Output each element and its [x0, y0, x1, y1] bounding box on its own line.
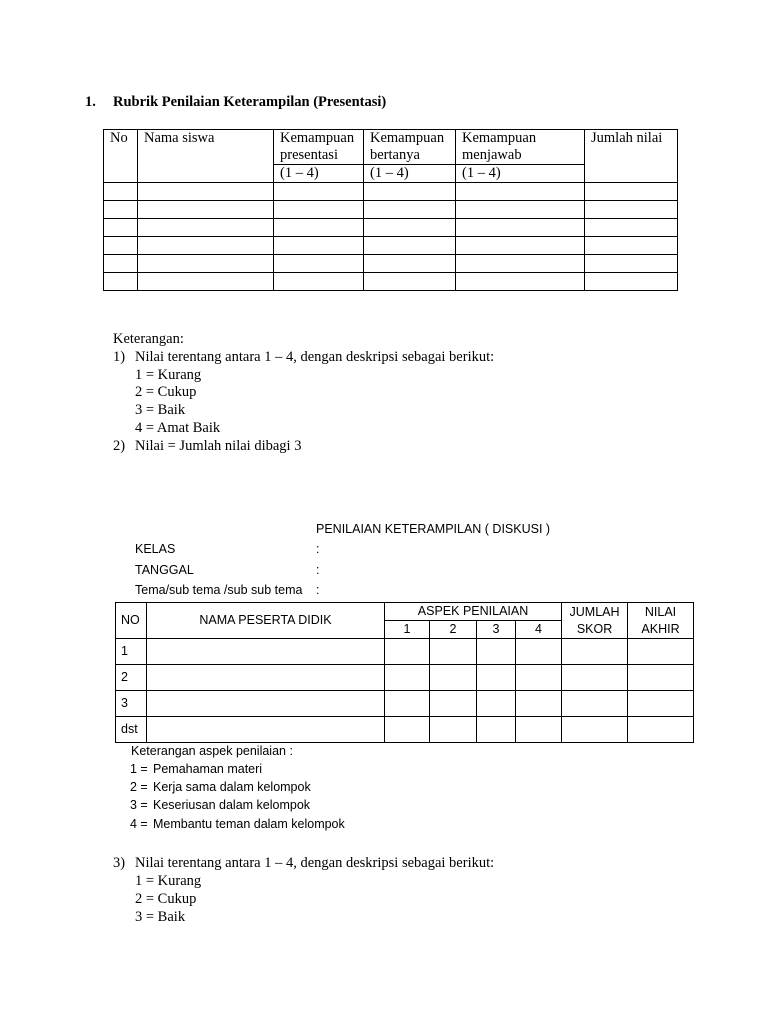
field-colon: : — [316, 542, 320, 556]
aspect-note-text: Membantu teman dalam kelompok — [153, 817, 345, 831]
table-row — [116, 639, 694, 665]
table-header-row — [104, 130, 678, 165]
aspect-note-text: Kerja sama dalam kelompok — [153, 780, 311, 794]
header-total-score: JUMLAH SKOR — [562, 603, 628, 639]
header-presentation-ability: Kemampuan presentasi — [274, 130, 364, 165]
table-row — [104, 183, 678, 201]
table-row — [116, 717, 694, 743]
header-answering-ability: Kemampuan menjawab — [456, 130, 585, 165]
scale-item: 2 = Cukup — [135, 384, 197, 400]
aspect-note-number: 1 = — [130, 762, 148, 776]
scale-item: 3 = Baik — [135, 909, 186, 925]
aspect-number: 1 — [385, 621, 430, 639]
aspect-note-text: Keseriusan dalam kelompok — [153, 798, 311, 812]
scale-item: 4 = Amat Baik — [135, 420, 221, 436]
table-row — [104, 219, 678, 237]
aspect-number: 2 — [430, 621, 477, 639]
table-row — [104, 237, 678, 255]
row-number: 1 — [116, 639, 147, 665]
discussion-title: PENILAIAN KETERAMPILAN ( DISKUSI ) — [316, 522, 551, 536]
scale-item: 3 = Baik — [135, 402, 186, 418]
table-row — [116, 691, 694, 717]
header-final-score: NILAI AKHIR — [628, 603, 694, 639]
range-cell: (1 – 4) — [364, 165, 456, 183]
note-item-text: Nilai = Jumlah nilai dibagi 3 — [135, 438, 302, 454]
note-item-number: 1) — [113, 349, 126, 365]
scale-item: 1 = Kurang — [135, 367, 202, 383]
notes-heading: Keterangan: — [113, 331, 184, 347]
aspect-number: 4 — [516, 621, 562, 639]
field-colon: : — [316, 563, 320, 577]
table-row — [104, 273, 678, 291]
field-label-date: TANGGAL — [135, 563, 194, 577]
discussion-assessment-table — [115, 602, 694, 743]
aspect-note-number: 2 = — [130, 780, 148, 794]
table-row — [104, 255, 678, 273]
section1-title: Rubrik Penilaian Keterampilan (Presentasi) — [113, 94, 387, 110]
header-no: NO — [116, 603, 147, 639]
row-number: 3 — [116, 691, 147, 717]
presentation-rubric-table — [103, 129, 678, 291]
field-colon: : — [316, 583, 320, 597]
header-student-name: Nama siswa — [138, 130, 274, 183]
row-number: 2 — [116, 665, 147, 691]
header-no: No — [104, 130, 138, 183]
note-item-text: Nilai terentang antara 1 – 4, dengan deskripsi sebagai berikut: — [135, 349, 495, 365]
scale-item: 1 = Kurang — [135, 873, 202, 889]
header-total-score: Jumlah nilai — [585, 130, 678, 183]
aspect-note-number: 3 = — [130, 798, 148, 812]
section1-number: 1. — [85, 94, 96, 110]
header-asking-ability: Kemampuan bertanya — [364, 130, 456, 165]
note-item-text: Nilai terentang antara 1 – 4, dengan deskripsi sebagai berikut: — [135, 855, 495, 871]
note-item-number: 3) — [113, 855, 126, 871]
header-student-name: NAMA PESERTA DIDIK — [147, 603, 385, 639]
aspect-note-number: 4 = — [130, 817, 148, 831]
aspect-number: 3 — [477, 621, 516, 639]
table-header-row — [116, 603, 694, 621]
range-cell: (1 – 4) — [456, 165, 585, 183]
row-number: dst — [116, 717, 147, 743]
scale-item: 2 = Cukup — [135, 891, 197, 907]
header-aspect: ASPEK PENILAIAN — [385, 603, 562, 621]
range-cell: (1 – 4) — [274, 165, 364, 183]
field-label-class: KELAS — [135, 542, 176, 556]
field-label-theme: Tema/sub tema /sub sub tema — [135, 583, 303, 597]
aspect-note-text: Pemahaman materi — [153, 762, 263, 776]
table-row — [116, 665, 694, 691]
table-row — [104, 201, 678, 219]
aspect-notes-heading: Keterangan aspek penilaian : — [131, 744, 293, 758]
note-item-number: 2) — [113, 438, 126, 454]
